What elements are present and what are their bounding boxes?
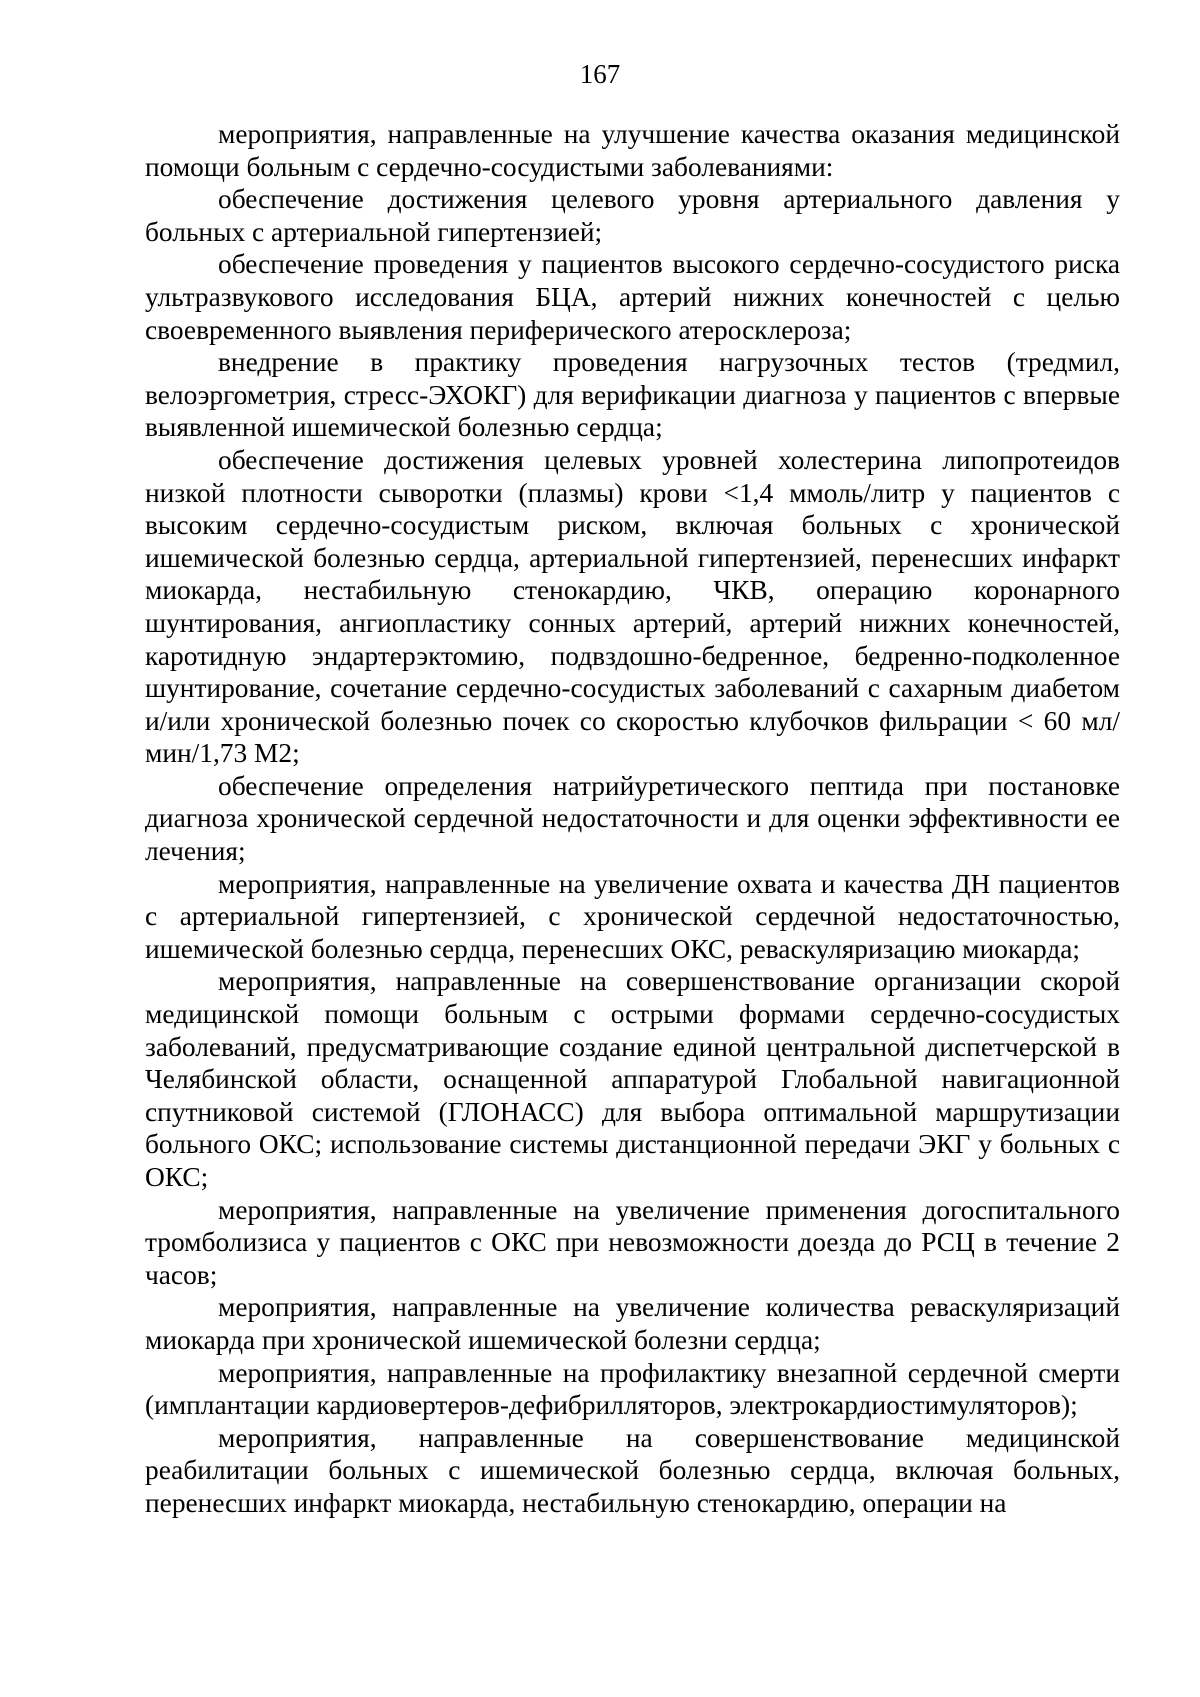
paragraph: мероприятия, направленные на профилактику внезапной сердечной смерти (имплантации кардиовертеров-дефибрилляторов, электрокардиостимуляторов); xyxy=(145,1357,1120,1421)
paragraph: обеспечение проведения у пациентов высокого сердечно-сосудистого риска ультразвукового исследования БЦА, артерий нижних конечностей с целью своевременного выявления периферического атеросклероза; xyxy=(145,249,1120,345)
paragraph: мероприятия, направленные на увеличение охвата и качества ДН пациентов с артериальной гипертензией, с хронической сердечной недостаточностью, ишемической болезнью сердца, перенесших ОКС, реваскуляризацию миокарда; xyxy=(145,868,1120,964)
paragraph: мероприятия, направленные на улучшение качества оказания медицинской помощи больным с сердечно-сосудистыми заболеваниями: xyxy=(145,119,1120,182)
paragraph: внедрение в практику проведения нагрузочных тестов (тредмил, велоэргометрия, стресс-ЭХОКГ) для верификации диагноза у пациентов с впервые выявленной ишемической болезнью сердца; xyxy=(145,347,1120,443)
paragraph: мероприятия, направленные на совершенствование организации скорой медицинской помощи больным с острыми формами сердечно-сосудистых заболеваний, предусматривающие создание единой центральной диспетчерской в Челябинской области, оснащенной аппаратурой Глобальной навигационной спутниковой системой (ГЛОНАСС) для выбора оптимальной маршрутизации больного ОКС; использование системы дистанционной передачи ЭКГ у больных с ОКС; xyxy=(145,966,1120,1192)
paragraph: обеспечение достижения целевых уровней холестерина липопротеидов низкой плотности сыворотки (плазмы) крови <1,4 ммоль/литр у пациентов с высоким сердечно-сосудистым риском, включая больных с хронической ишемической болезнью сердца, артериальной гипертензией, перенесших инфаркт миокарда, нестабильную стенокардию, ЧКВ, операцию коронарного шунтирования, ангиопластику сонных артерий, артерий нижних конечностей, каротидную эндартерэктомию, подвздошно-бедренное, бедренно-подколенное шунтирование, сочетание сердечно-сосудистых заболеваний с сахарным диабетом и/или хронической болезнью почек со скоростью клубочков фильрации < 60 мл/мин/1,73 М2; xyxy=(145,444,1120,769)
paragraph: мероприятия, направленные на увеличение применения догоспитального тромболизиса у пациентов с ОКС при невозможности доезда до РСЦ в течение 2 часов; xyxy=(145,1194,1120,1290)
page-number: 167 xyxy=(579,59,621,89)
paragraph: мероприятия, направленные на совершенствование медицинской реабилитации больных с ишемической болезнью сердца, включая больных, перенесших инфаркт миокарда, нестабильную стенокардию, операции на xyxy=(145,1422,1120,1518)
document-body xyxy=(145,118,1120,1520)
paragraph: обеспечение определения натрийуретического пептида при постановке диагноза хронической сердечной недостаточности и для оценки эффективности ее лечения; xyxy=(145,770,1120,867)
paragraph: мероприятия, направленные на увеличение количества реваскуляризаций миокарда при хронической ишемической болезни сердца; xyxy=(145,1292,1120,1355)
paragraph: обеспечение достижения целевого уровня артериального давления у больных с артериальной гипертензией; xyxy=(145,184,1120,247)
